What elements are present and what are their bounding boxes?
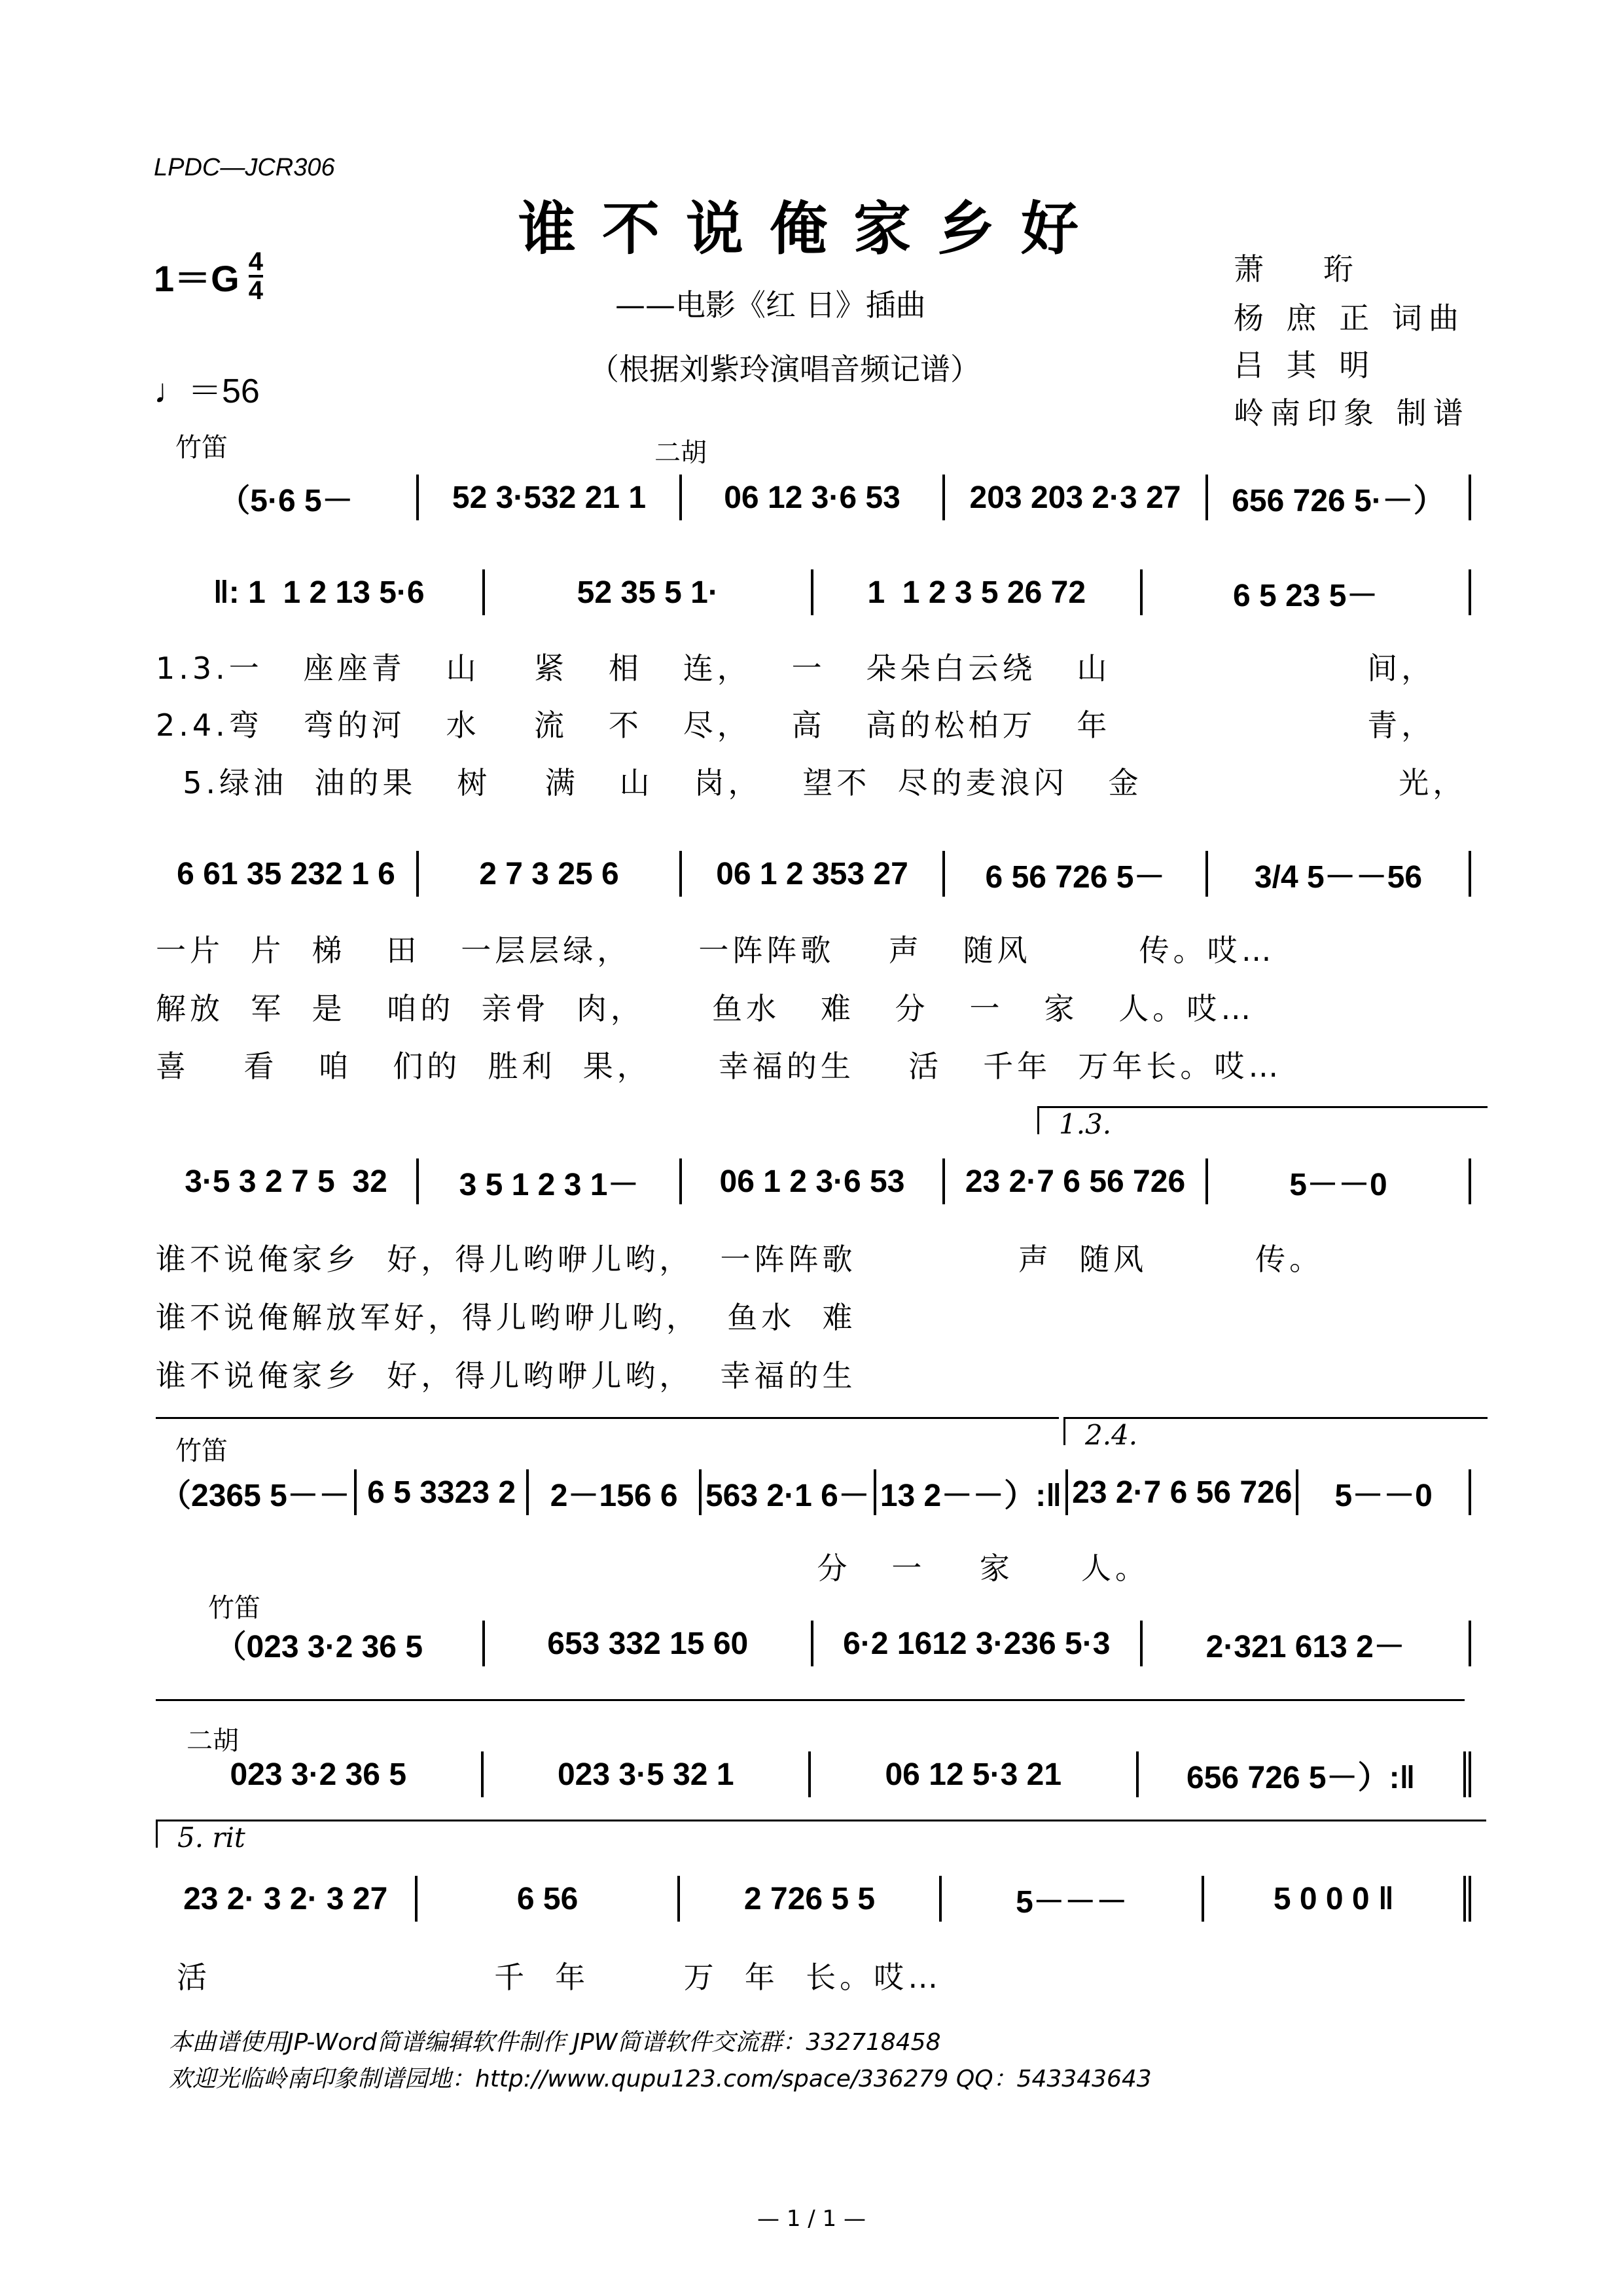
measure: （5·6 5－ <box>156 475 419 520</box>
volta-5: 5. rit <box>156 1820 1486 1848</box>
lyric-line: 谁不说俺家乡 好，得儿哟咿儿哟， 幸福的生 <box>156 1358 857 1393</box>
notation-row <box>156 1158 1471 1204</box>
lyric-line: 谁不说俺解放军好，得儿哟咿儿哟， 鱼水 难 <box>156 1300 857 1335</box>
key-signature <box>154 249 263 304</box>
lyric-line: 2.4.弯 弯的河 水 流 不 尽， 高 高的松柏万 年 青， <box>156 708 1436 743</box>
measure: 203 203 2·3 27 <box>945 475 1208 520</box>
measure: 2·321 613 2－ <box>1143 1621 1472 1666</box>
measure: 13 2－－）:‖ <box>876 1469 1068 1515</box>
notation-row <box>156 1751 1471 1797</box>
measure: 023 3·5 32 1 <box>484 1751 812 1797</box>
instrument-label-dizi: 竹笛 <box>175 1436 228 1466</box>
measure: 3 5 1 2 3 1－ <box>419 1158 682 1204</box>
measure: 3·5 3 2 7 5 32 <box>156 1158 419 1204</box>
measure: 023 3·2 36 5 <box>156 1751 484 1797</box>
measure: ‖: 1 1 2 13 5·6 <box>156 569 485 615</box>
measure: 52 35 5 1· <box>485 569 814 615</box>
instrument-label-erhu: 二胡 <box>654 438 707 468</box>
measure: 06 12 5·3 21 <box>811 1751 1139 1797</box>
measure: 23 2· 3 2· 3 27 <box>156 1876 418 1922</box>
measure: 52 3·532 21 1 <box>419 475 682 520</box>
lyric-line: 1.3.一 座座青 山 紧 相 连， 一 朵朵白云绕 山 间， <box>156 651 1436 686</box>
measure: 6 5 23 5－ <box>1143 569 1472 615</box>
measure: 656 726 5·－） <box>1208 475 1471 520</box>
measure: 2 726 5 5 <box>680 1876 942 1922</box>
notation-row <box>156 1469 1471 1515</box>
instrument-label-dizi: 竹笛 <box>208 1593 260 1623</box>
measure: 23 2·7 6 56 726 <box>1068 1469 1298 1515</box>
measure: 656 726 5－）:‖ <box>1139 1751 1472 1797</box>
measure: 563 2·1 6－ <box>702 1469 876 1515</box>
measure: 2 7 3 25 6 <box>419 851 682 897</box>
lyric-line: 一片 片 梯 田 一层层绿， 一阵阵歌 声 随风 传。哎… <box>156 933 1275 968</box>
instrument-label-erhu: 二胡 <box>187 1726 239 1756</box>
volta-2-4: 2.4. <box>1063 1417 1488 1445</box>
notation-row <box>156 475 1471 520</box>
credit-composers: 杨 庶 正 词曲 <box>1234 300 1465 336</box>
measure: 1 1 2 3 5 26 72 <box>813 569 1143 615</box>
credit-lyricist: 萧 珩 <box>1234 251 1360 287</box>
credit-transcriber: 岭南印象 制谱 <box>1234 395 1470 431</box>
measure: 6 56 726 5－ <box>945 851 1208 897</box>
tempo-mark: ♩＝56 <box>154 372 260 410</box>
measure: 5－－－ <box>942 1876 1204 1922</box>
measure: 5－－0 <box>1208 1158 1471 1204</box>
measure: 6 5 3323 2 <box>357 1469 529 1515</box>
measure: 5 0 0 0 ‖ <box>1204 1876 1471 1922</box>
measure: 06 12 3·6 53 <box>682 475 945 520</box>
measure: 6·2 1612 3·236 5·3 <box>813 1621 1143 1666</box>
notation-row <box>156 1876 1471 1922</box>
song-title: 谁不说俺家乡好 <box>518 194 1105 262</box>
measure: 06 1 2 3·6 53 <box>682 1158 945 1204</box>
time-signature <box>249 249 263 304</box>
measure: 06 1 2 353 27 <box>682 851 945 897</box>
staff-line <box>156 1417 1059 1419</box>
staff-line <box>156 1699 1465 1701</box>
time-bottom: 4 <box>248 276 263 305</box>
measure: 23 2·7 6 56 726 <box>945 1158 1208 1204</box>
lyric-line: 分 一 家 人。 <box>156 1551 1149 1586</box>
source-note: （根据刘紫玲演唱音频记谱） <box>589 351 980 387</box>
instrument-label-dizi: 竹笛 <box>175 433 228 463</box>
lyric-line: 谁不说俺家乡 好，得儿哟咿儿哟， 一阵阵歌 声 随风 传。 <box>156 1242 1324 1277</box>
notation-row <box>156 1621 1471 1666</box>
lyric-line: 喜 看 咱 们的 胜利 果， 幸福的生 活 千年 万年长。哎… <box>156 1049 1283 1084</box>
measure: （2365 5－－ <box>156 1469 357 1515</box>
footer-software-note: 本曲谱使用JP-Word简谱编辑软件制作 JPW简谱软件交流群：332718458 <box>169 2029 941 2056</box>
lyric-line: 解放 军 是 咱的 亲骨 肉， 鱼水 难 分 一 家 人。哎… <box>156 991 1255 1026</box>
credit-composer-2: 吕 其 明 <box>1234 348 1376 383</box>
lyric-line: 活 千 年 万 年 长。哎… <box>177 1960 942 1995</box>
measure: （023 3·2 36 5 <box>156 1621 485 1666</box>
measure: 653 332 15 60 <box>485 1621 814 1666</box>
notation-row <box>156 569 1471 615</box>
notation-row <box>156 851 1471 897</box>
measure: 6 56 <box>418 1876 679 1922</box>
key-label: 1＝G <box>154 258 240 299</box>
measure: 2－156 6 <box>529 1469 702 1515</box>
subtitle: ——电影《红 日》插曲 <box>615 287 926 323</box>
page-number: — 1 / 1 — <box>757 2206 866 2232</box>
score-code: LPDC—JCR306 <box>154 154 335 181</box>
measure: 6 61 35 232 1 6 <box>156 851 419 897</box>
lyric-line: 5.绿油 油的果 树 满 山 岗， 望不 尽的麦浪闪 金 光， <box>156 765 1467 800</box>
time-top: 4 <box>248 247 263 276</box>
measure: 3/4 5－－56 <box>1208 851 1471 897</box>
volta-1-3: 1.3. <box>1037 1106 1488 1134</box>
measure: 5－－0 <box>1298 1469 1471 1515</box>
footer-website-note: 欢迎光临岭南印象制谱园地：http://www.qupu123.com/space/336279 QQ：543343643 <box>169 2066 1152 2092</box>
